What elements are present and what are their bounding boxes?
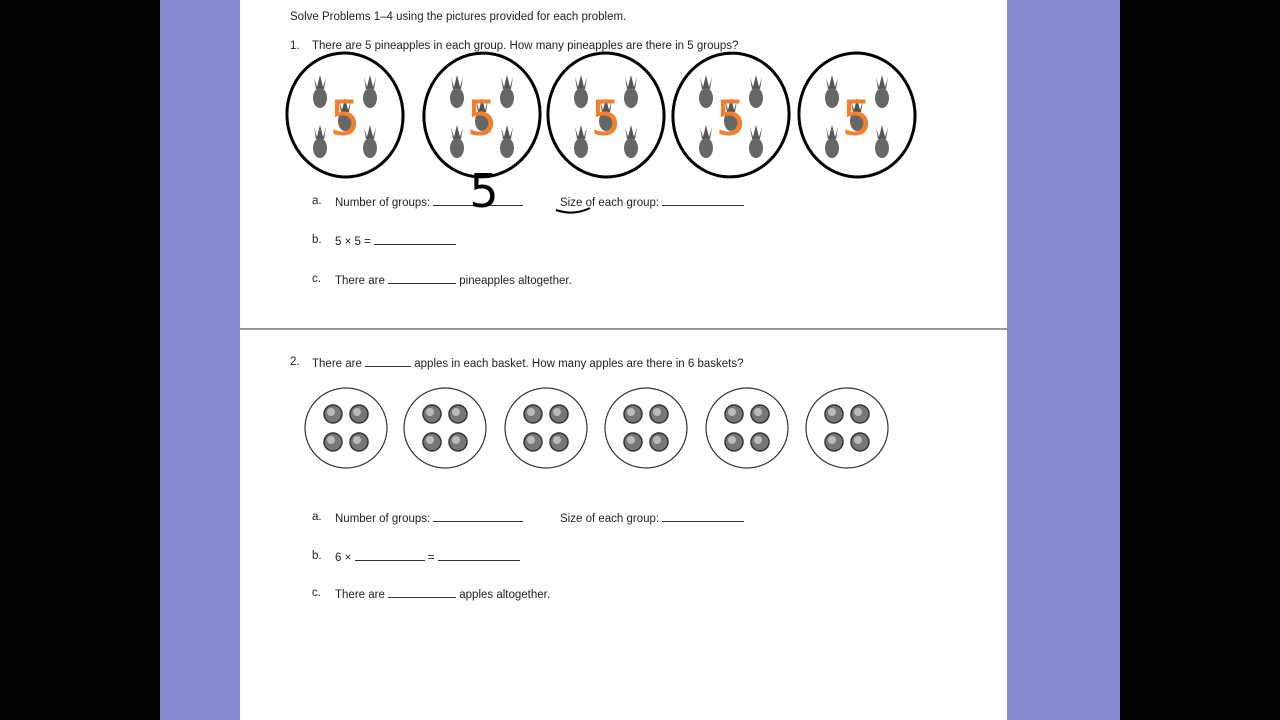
pineapple-icon: [574, 138, 588, 158]
apple-highlight: [327, 436, 335, 444]
drawings: [240, 0, 1007, 720]
pineapple-icon: [450, 88, 464, 108]
worksheet-page: [240, 0, 1007, 720]
pineapple-icon: [313, 88, 327, 108]
pineapple-icon: [500, 138, 514, 158]
pineapple-icon: [313, 138, 327, 158]
p2-q-post: apples in each basket. How many apples are there in 6 baskets?: [414, 358, 744, 370]
apple-highlight: [426, 408, 434, 416]
pineapple-icon: [363, 88, 377, 108]
p2-c-pre: There are: [335, 589, 385, 601]
apple-highlight: [327, 408, 335, 416]
apple-highlight: [452, 436, 460, 444]
basket-circle: [706, 388, 788, 468]
handwritten-underline: [556, 208, 590, 213]
apple-highlight: [553, 408, 561, 416]
pineapple-icon: [825, 138, 839, 158]
pineapple-icon: [450, 138, 464, 158]
p2-c-post: apples altogether.: [459, 589, 551, 601]
apple-highlight: [828, 408, 836, 416]
handwritten-group-size: 5: [329, 91, 361, 147]
apple-highlight: [353, 436, 361, 444]
instructions: Solve Problems 1–4 using the pictures provided for each problem.: [290, 11, 627, 23]
apple-highlight: [627, 408, 635, 416]
p2-b-label: b.: [312, 550, 322, 562]
pineapple-leaves-icon: [451, 125, 463, 139]
p1-c-post: pineapples altogether.: [459, 275, 572, 287]
p2-groups-label: Number of groups:: [335, 513, 431, 525]
p1-a-label: a.: [312, 195, 322, 207]
pineapple-leaves-icon: [364, 75, 376, 89]
p2-b-pre: 6 ×: [335, 552, 352, 564]
basket-circle: [605, 388, 687, 468]
p1-groups-label: Number of groups:: [335, 197, 431, 209]
apple-highlight: [828, 436, 836, 444]
pineapple-leaves-icon: [750, 75, 762, 89]
basket-circle: [806, 388, 888, 468]
pineapple-leaves-icon: [700, 75, 712, 89]
left-frame: [160, 0, 240, 720]
pineapple-leaves-icon: [501, 75, 513, 89]
apple-highlight: [653, 408, 661, 416]
pineapple-leaves-icon: [750, 125, 762, 139]
apple-highlight: [854, 436, 862, 444]
pineapple-icon: [749, 138, 763, 158]
apple-highlight: [653, 436, 661, 444]
basket-circle: [305, 388, 387, 468]
handwritten-group-size: 5: [715, 91, 747, 147]
pineapple-leaves-icon: [501, 125, 513, 139]
handwritten-group-size: 5: [590, 91, 622, 147]
pineapple-leaves-icon: [625, 75, 637, 89]
pineapple-icon: [363, 138, 377, 158]
apple-highlight: [754, 436, 762, 444]
pineapple-leaves-icon: [314, 125, 326, 139]
apple-highlight: [627, 436, 635, 444]
apple-highlight: [527, 436, 535, 444]
p1-b-label: b.: [312, 234, 322, 246]
apple-highlight: [854, 408, 862, 416]
problem1-number: 1.: [290, 40, 300, 52]
pineapple-leaves-icon: [575, 75, 587, 89]
pineapple-icon: [749, 88, 763, 108]
pineapple-leaves-icon: [826, 75, 838, 89]
apple-highlight: [426, 436, 434, 444]
pineapple-icon: [699, 138, 713, 158]
p1-size-label: Size of each group:: [560, 197, 660, 209]
basket-circle: [404, 388, 486, 468]
pineapple-icon: [875, 88, 889, 108]
apple-highlight: [353, 408, 361, 416]
pineapple-icon: [875, 138, 889, 158]
p2-a-label: a.: [312, 511, 322, 523]
apple-highlight: [754, 408, 762, 416]
p1-b-equation: 5 × 5 =: [335, 236, 371, 248]
pineapple-icon: [624, 88, 638, 108]
pineapple-leaves-icon: [314, 75, 326, 89]
right-frame: [1007, 0, 1120, 720]
apple-highlight: [527, 408, 535, 416]
handwritten-number-of-groups: 5: [469, 164, 499, 218]
pineapple-leaves-icon: [364, 125, 376, 139]
apple-highlight: [728, 408, 736, 416]
apple-highlight: [452, 408, 460, 416]
p2-q-pre: There are: [312, 358, 362, 370]
basket-circle: [505, 388, 587, 468]
pineapple-leaves-icon: [876, 125, 888, 139]
p2-size-label: Size of each group:: [560, 513, 660, 525]
pineapple-leaves-icon: [575, 125, 587, 139]
pineapple-icon: [500, 88, 514, 108]
handwritten-group-size: 5: [466, 91, 498, 147]
problem1-question: There are 5 pineapples in each group. How many pineapples are there in 5 groups?: [312, 40, 739, 52]
pineapple-leaves-icon: [826, 125, 838, 139]
pineapple-leaves-icon: [700, 125, 712, 139]
pineapple-leaves-icon: [876, 75, 888, 89]
pineapple-icon: [825, 88, 839, 108]
pineapple-icon: [574, 88, 588, 108]
p2-c-label: c.: [312, 587, 321, 599]
pineapple-leaves-icon: [625, 125, 637, 139]
p1-c-label: c.: [312, 273, 321, 285]
pineapple-leaves-icon: [451, 75, 463, 89]
pineapple-icon: [699, 88, 713, 108]
p1-c-pre: There are: [335, 275, 385, 287]
handwritten-group-size: 5: [841, 91, 873, 147]
apple-highlight: [728, 436, 736, 444]
problem2-number: 2.: [290, 356, 300, 368]
p2-b-eq: =: [427, 552, 435, 564]
apple-highlight: [553, 436, 561, 444]
pineapple-icon: [624, 138, 638, 158]
